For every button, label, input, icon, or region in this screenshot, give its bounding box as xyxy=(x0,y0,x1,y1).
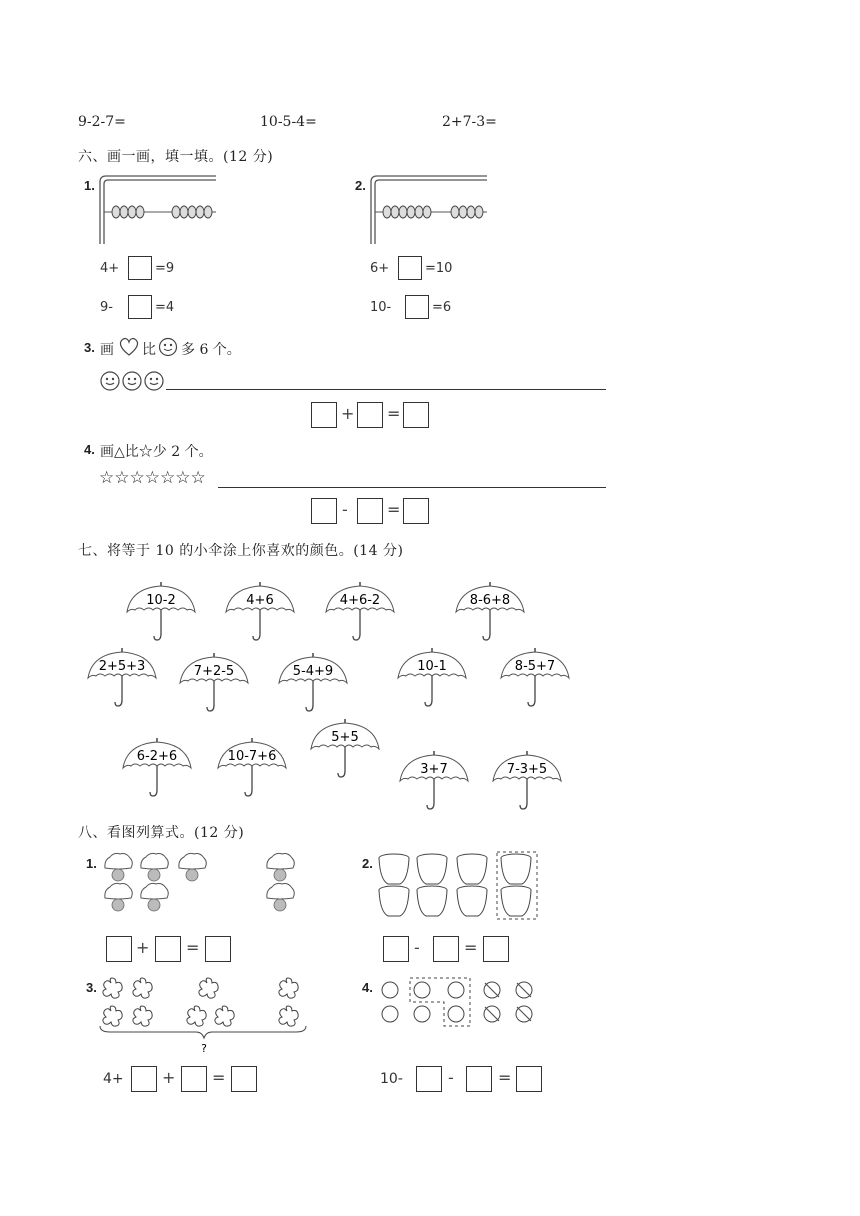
q6-3-answer-line[interactable] xyxy=(166,389,606,390)
equation-2: 10-5-4= xyxy=(260,114,317,130)
q6-2-eq1-right: =10 xyxy=(425,261,453,276)
q6-3-box-1[interactable] xyxy=(311,402,337,428)
q8-1-op-1: + xyxy=(136,938,150,957)
q8-4-box-1[interactable] xyxy=(416,1066,442,1092)
q6-3-text-mid: 比 xyxy=(142,342,156,358)
q8-3-box-1[interactable] xyxy=(131,1066,157,1092)
q6-2-eq1-left: 6+ xyxy=(370,261,390,276)
q6-1-number: 1. xyxy=(84,178,95,193)
q6-3-number: 3. xyxy=(84,340,95,355)
q6-1-eq2-left: 9- xyxy=(100,300,113,315)
umbrella-2[interactable] xyxy=(226,582,294,640)
svg-text:7-3+5: 7-3+5 xyxy=(506,762,548,777)
q8-4-op-1: - xyxy=(448,1068,454,1087)
svg-text:8-6+8: 8-6+8 xyxy=(469,593,511,608)
q8-2-box-2[interactable] xyxy=(433,936,459,962)
q8-2-op-2: = xyxy=(464,938,478,957)
q8-4-prefix: 10- xyxy=(380,1071,403,1087)
section-6-title: 六、画一画，填一填。(12 分) xyxy=(78,149,274,165)
q8-4-box-3[interactable] xyxy=(516,1066,542,1092)
abacus-2 xyxy=(367,174,492,246)
q6-1-eq1-left: 4+ xyxy=(100,261,120,276)
umbrella-7[interactable] xyxy=(279,653,347,711)
q8-2-box-3[interactable] xyxy=(483,936,509,962)
q8-3-op-2: = xyxy=(212,1068,226,1087)
svg-text:10-7+6: 10-7+6 xyxy=(227,749,277,764)
heart-icon xyxy=(118,337,140,357)
q6-3-op-2: = xyxy=(387,404,401,423)
cup-group xyxy=(374,850,544,922)
q8-3-number: 3. xyxy=(86,980,97,995)
umbrella-6[interactable] xyxy=(180,653,248,711)
q6-4-text: 画△比☆少 2 个。 xyxy=(100,444,213,460)
svg-text:4+6-2: 4+6-2 xyxy=(339,593,381,608)
q6-2-number: 2. xyxy=(355,178,366,193)
section-8-title: 八、看图列算式。(12 分) xyxy=(78,825,245,841)
q6-2-eq2-left: 10- xyxy=(370,300,392,315)
q8-3-prefix: 4+ xyxy=(103,1071,124,1087)
flower-group xyxy=(96,974,311,1056)
umbrella-3[interactable] xyxy=(326,582,394,640)
q8-1-box-2[interactable] xyxy=(155,936,181,962)
q6-3-text-pre: 画 xyxy=(100,342,114,358)
umbrella-11[interactable] xyxy=(218,738,286,796)
svg-text:7+2-5: 7+2-5 xyxy=(193,664,235,679)
q6-1-eq1-right: =9 xyxy=(155,261,175,276)
svg-text:2+5+3: 2+5+3 xyxy=(98,659,146,674)
svg-text:10-2: 10-2 xyxy=(146,593,176,608)
q6-2-eq2-right: =6 xyxy=(432,300,452,315)
q8-2-box-1[interactable] xyxy=(383,936,409,962)
umbrella-10[interactable] xyxy=(123,738,191,796)
q6-4-box-2[interactable] xyxy=(357,498,383,524)
q8-3-op-1: + xyxy=(162,1068,176,1087)
svg-text:5-4+9: 5-4+9 xyxy=(292,664,334,679)
umbrella-13[interactable] xyxy=(400,751,468,809)
svg-text:5+5: 5+5 xyxy=(331,730,359,745)
q8-3-box-2[interactable] xyxy=(181,1066,207,1092)
umbrella-8[interactable] xyxy=(398,648,466,706)
umbrella-12[interactable] xyxy=(311,719,379,777)
q6-1-answer-box-2[interactable] xyxy=(128,295,152,319)
q6-3-text-post: 多 6 个。 xyxy=(181,342,241,358)
q6-3-box-2[interactable] xyxy=(357,402,383,428)
q8-4-number: 4. xyxy=(362,980,373,995)
q8-3-box-3[interactable] xyxy=(231,1066,257,1092)
q6-2-answer-box-1[interactable] xyxy=(398,256,422,280)
q8-2-number: 2. xyxy=(362,856,373,871)
star-row: ☆☆☆☆☆☆☆ xyxy=(99,468,206,488)
abacus-1 xyxy=(96,174,221,246)
q6-3-box-3[interactable] xyxy=(403,402,429,428)
svg-text:8-5+7: 8-5+7 xyxy=(514,659,556,674)
q6-4-op-2: = xyxy=(387,500,401,519)
mushroom-group xyxy=(96,850,311,920)
circle-group xyxy=(374,974,544,1030)
q8-1-box-1[interactable] xyxy=(106,936,132,962)
umbrella-14[interactable] xyxy=(493,751,561,809)
equation-3: 2+7-3= xyxy=(442,114,497,130)
q8-1-op-2: = xyxy=(186,938,200,957)
q6-4-answer-line[interactable] xyxy=(218,487,606,488)
section-7-title: 七、将等于 10 的小伞涂上你喜欢的颜色。(14 分) xyxy=(78,543,404,559)
q6-1-answer-box-1[interactable] xyxy=(128,256,152,280)
umbrella-5[interactable] xyxy=(88,648,156,706)
q6-4-op-1: - xyxy=(342,500,348,519)
q8-1-number: 1. xyxy=(86,856,97,871)
svg-text:10-1: 10-1 xyxy=(417,659,447,674)
umbrella-9[interactable] xyxy=(501,648,569,706)
q8-2-op-1: - xyxy=(414,938,420,957)
q6-2-answer-box-2[interactable] xyxy=(405,295,429,319)
q8-1-box-3[interactable] xyxy=(205,936,231,962)
q6-4-box-1[interactable] xyxy=(311,498,337,524)
umbrella-1[interactable] xyxy=(127,582,195,640)
svg-text:3+7: 3+7 xyxy=(420,762,448,777)
svg-text:6-2+6: 6-2+6 xyxy=(136,749,178,764)
umbrella-4[interactable] xyxy=(456,582,524,640)
smiley-icon xyxy=(158,337,178,357)
q6-4-box-3[interactable] xyxy=(403,498,429,524)
q6-1-eq2-right: =4 xyxy=(155,300,175,315)
brace-question: ? xyxy=(201,1042,207,1055)
equation-1: 9-2-7= xyxy=(78,114,126,130)
q6-3-op-1: + xyxy=(341,404,355,423)
umbrella-field xyxy=(0,570,860,810)
smiley-row xyxy=(99,370,169,392)
q8-4-op-2: = xyxy=(498,1068,512,1087)
q6-4-number: 4. xyxy=(84,442,95,457)
q8-4-box-2[interactable] xyxy=(466,1066,492,1092)
svg-text:4+6: 4+6 xyxy=(246,593,274,608)
